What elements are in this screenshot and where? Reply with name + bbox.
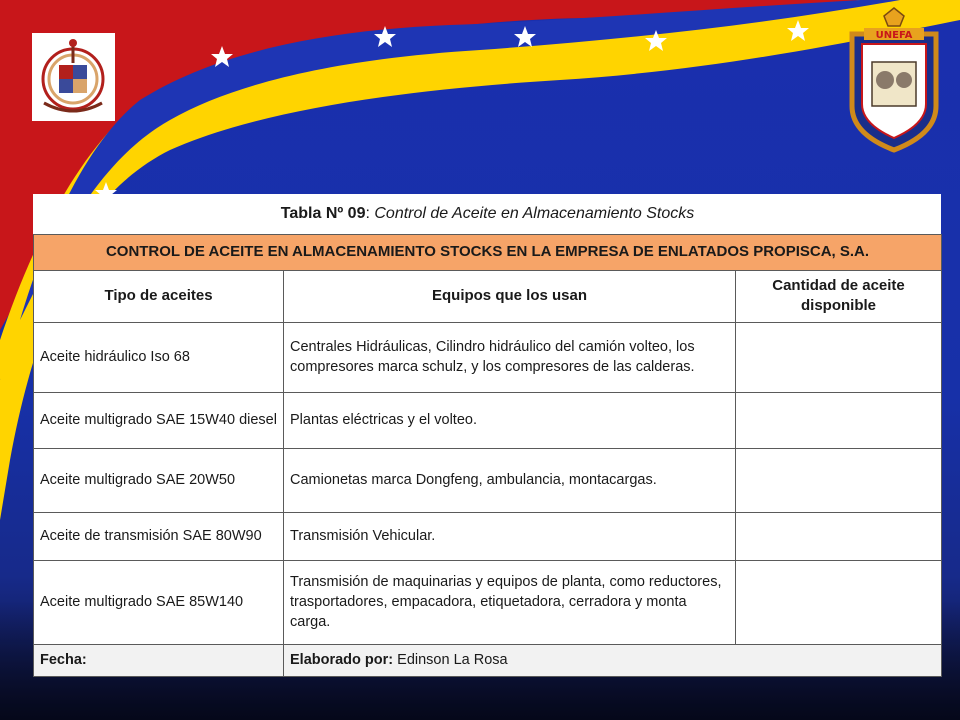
column-header-equipos: Equipos que los usan [284, 270, 736, 322]
cell-cantidad [736, 560, 942, 644]
fecha-label: Fecha: [34, 644, 284, 676]
column-header-tipo: Tipo de aceites [34, 270, 284, 322]
table-footer-row [34, 644, 942, 676]
cell-cantidad [736, 322, 942, 392]
institution-logo-left [32, 33, 115, 121]
elaborado-label: Elaborado por: [290, 652, 394, 668]
table-caption-row [34, 194, 942, 234]
seal-text: UNEFA [875, 30, 913, 41]
cell-cantidad [736, 512, 942, 560]
cell-tipo: Aceite multigrado SAE 15W40 diesel [34, 392, 284, 448]
cell-equipos: Centrales Hidráulicas, Cilindro hidráulico del camión volteo, los compresores marca schulz, y los compresores de las calderas. [284, 322, 736, 392]
unefa-seal-logo [842, 4, 946, 156]
cell-cantidad [736, 392, 942, 448]
cell-tipo: Aceite hidráulico Iso 68 [34, 322, 284, 392]
cell-equipos: Transmisión Vehicular. [284, 512, 736, 560]
column-header-row [34, 270, 942, 322]
table-row [34, 392, 942, 448]
cell-equipos: Camionetas marca Dongfeng, ambulancia, montacargas. [284, 448, 736, 512]
caption-number: Tabla Nº 09 [280, 204, 366, 222]
oil-control-table [33, 194, 942, 677]
cell-cantidad [736, 448, 942, 512]
cell-tipo: Aceite multigrado SAE 85W140 [34, 560, 284, 644]
elaborado-value: Edinson La Rosa [393, 652, 508, 668]
cell-tipo: Aceite multigrado SAE 20W50 [34, 448, 284, 512]
table-heading: CONTROL DE ACEITE EN ALMACENAMIENTO STOCKS EN LA EMPRESA DE ENLATADOS PROPISCA, S.A. [34, 234, 942, 270]
caption-title: Control de Aceite en Almacenamiento Stocks [374, 204, 695, 222]
oil-control-table-panel [33, 194, 941, 676]
column-header-cantidad: Cantidad de aceite disponible [736, 270, 942, 322]
cell-equipos: Plantas eléctricas y el volteo. [284, 392, 736, 448]
table-row [34, 512, 942, 560]
table-row [34, 448, 942, 512]
table-caption [34, 194, 942, 234]
table-heading-row [34, 234, 942, 270]
cell-tipo: Aceite de transmisión SAE 80W90 [34, 512, 284, 560]
table-row [34, 322, 942, 392]
elaborado-cell [284, 644, 942, 676]
cell-equipos: Transmisión de maquinarias y equipos de planta, como reductores, trasportadores, empacadora, etiquetadora, cerradora y monta carga. [284, 560, 736, 644]
caption-separator: : [365, 204, 375, 222]
table-row [34, 560, 942, 644]
